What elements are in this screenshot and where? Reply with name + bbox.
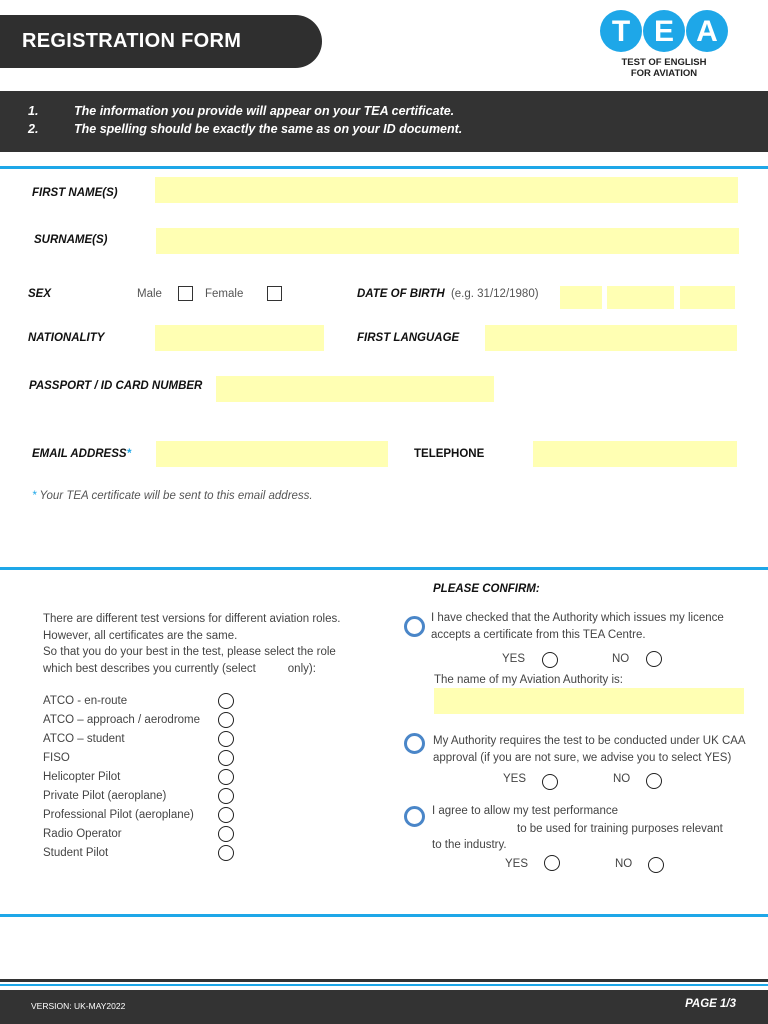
dob-month-field[interactable] xyxy=(607,286,674,309)
page-number: PAGE 1/3 xyxy=(685,998,736,1010)
female-checkbox[interactable] xyxy=(267,286,282,301)
notice-bar xyxy=(0,91,768,152)
role-radio-student-pilot[interactable] xyxy=(218,845,234,861)
version-label: VERSION: UK-MAY2022 xyxy=(31,1001,126,1011)
confirm-2-radio[interactable] xyxy=(404,733,425,754)
first-language-field[interactable] xyxy=(485,325,737,351)
confirm-2-yes-label: YES xyxy=(503,773,527,785)
nationality-label: NATIONALITY xyxy=(28,332,105,344)
role-radio-atco-en-route[interactable] xyxy=(218,693,234,709)
divider xyxy=(0,914,768,917)
telephone-field[interactable] xyxy=(533,441,737,467)
dob-year-field[interactable] xyxy=(680,286,735,309)
role-item: FISO xyxy=(43,752,70,764)
confirm-3-line-1: I agree to allow my test performance xyxy=(432,805,618,817)
role-item: Radio Operator xyxy=(43,828,122,840)
tea-logo xyxy=(600,10,730,82)
confirm-2-no-label: NO xyxy=(613,773,631,785)
confirm-heading: PLEASE CONFIRM: xyxy=(433,583,540,595)
first-names-field[interactable] xyxy=(155,177,738,203)
first-names-label: FIRST NAME(S) xyxy=(32,187,118,199)
confirm-1-yes-label: YES xyxy=(502,653,526,665)
footer-rule xyxy=(0,979,768,982)
email-field[interactable] xyxy=(156,441,388,467)
role-item: Professional Pilot (aeroplane) xyxy=(43,809,194,821)
authority-field[interactable] xyxy=(434,688,744,714)
role-radio-atco-student[interactable] xyxy=(218,731,234,747)
confirm-2-yes-radio[interactable] xyxy=(542,774,558,790)
first-language-label: FIRST LANGUAGE xyxy=(357,332,460,344)
divider xyxy=(0,567,768,570)
divider xyxy=(0,166,768,169)
passport-field[interactable] xyxy=(216,376,494,402)
nationality-field[interactable] xyxy=(155,325,324,351)
notice-1: 1. The information you provide will appear on your TEA certificate. xyxy=(28,104,455,118)
male-checkbox[interactable] xyxy=(178,286,193,301)
passport-label: PASSPORT / ID CARD NUMBER xyxy=(29,380,203,392)
role-item: ATCO – approach / aerodrome xyxy=(43,714,201,726)
confirm-3-no-radio[interactable] xyxy=(648,857,664,873)
role-item: ATCO – student xyxy=(43,733,125,745)
dob-day-field[interactable] xyxy=(560,286,602,309)
confirm-1-no-label: NO xyxy=(612,653,630,665)
confirm-3-yes-radio[interactable] xyxy=(544,855,560,871)
role-item: Private Pilot (aeroplane) xyxy=(43,790,167,802)
confirm-1-no-radio[interactable] xyxy=(646,651,662,667)
dob-label: DATE OF BIRTH (e.g. 31/12/1980) xyxy=(357,288,539,300)
role-list xyxy=(43,693,200,864)
role-radio-fiso[interactable] xyxy=(218,750,234,766)
sex-label: SEX xyxy=(28,288,52,300)
role-item: Helicopter Pilot xyxy=(43,771,121,783)
surnames-label: SURNAME(S) xyxy=(34,234,108,246)
footer-rule-blue xyxy=(0,984,768,986)
confirm-2-no-radio[interactable] xyxy=(646,773,662,789)
confirm-3-yes-label: YES xyxy=(505,858,529,870)
roles-intro: There are different test versions for different aviation roles. However, all certificates are the same. So that you do your best in the test, please select the role which best describes you currently (select only): xyxy=(43,613,341,675)
logo-letter-t: T xyxy=(600,10,642,52)
confirm-3-radio[interactable] xyxy=(404,806,425,827)
role-radio-helicopter-pilot[interactable] xyxy=(218,769,234,785)
role-radio-atco-approach[interactable] xyxy=(218,712,234,728)
role-radio-private-pilot[interactable] xyxy=(218,788,234,804)
logo-letter-a: A xyxy=(686,10,728,52)
confirm-3-no-label: NO xyxy=(615,858,633,870)
role-radio-radio-operator[interactable] xyxy=(218,826,234,842)
role-item: Student Pilot xyxy=(43,847,109,859)
footer-bar xyxy=(0,990,768,1024)
confirm-1-text: I have checked that the Authority which issues my licence accepts a certificate from this TEA Centre. xyxy=(431,612,724,641)
female-label: Female xyxy=(205,288,244,300)
confirm-1-radio[interactable] xyxy=(404,616,425,637)
logo-letter-e: E xyxy=(643,10,685,52)
telephone-label: TELEPHONE xyxy=(414,448,485,460)
role-item: ATCO - en-route xyxy=(43,695,128,707)
dob-example: (e.g. 31/12/1980) xyxy=(450,288,539,300)
male-label: Male xyxy=(137,288,162,300)
surnames-field[interactable] xyxy=(156,228,739,254)
role-radio-professional-pilot[interactable] xyxy=(218,807,234,823)
confirm-3-line-3: to the industry. xyxy=(432,839,507,851)
logo-tagline: TEST OF ENGLISH FOR AVIATION xyxy=(621,57,707,79)
confirm-1-yes-radio[interactable] xyxy=(542,652,558,668)
email-label: EMAIL ADDRESS* xyxy=(32,448,132,460)
form-title: REGISTRATION FORM xyxy=(0,15,322,68)
authority-label: The name of my Aviation Authority is: xyxy=(434,674,623,686)
confirm-2-text: My Authority requires the test to be conducted under UK CAA approval (if you are not sure, we advise you to select YES) xyxy=(433,735,746,764)
notice-2: 2. The spelling should be exactly the same as on your ID document. xyxy=(28,122,463,136)
email-note: * Your TEA certificate will be sent to this email address. xyxy=(32,490,313,502)
confirm-3-line-2: to be used for training purposes relevant xyxy=(517,823,723,835)
